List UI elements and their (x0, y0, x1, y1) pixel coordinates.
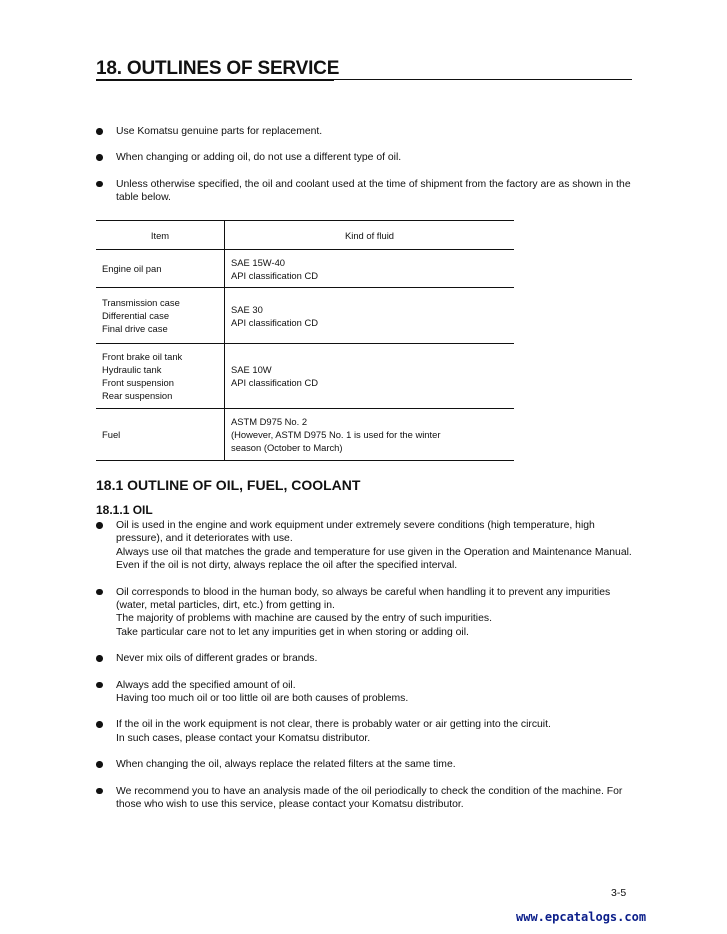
bullet-dot-icon (96, 522, 103, 529)
bullet-item (96, 519, 636, 573)
table-cell-kind: SAE 15W-40 API classification CD (225, 250, 515, 288)
bullet-text: When changing or adding oil, do not use a different type of oil. (116, 152, 402, 164)
bullet-item (96, 586, 636, 640)
bullet-text: When changing the oil, always replace the related filters at the same time. (116, 759, 456, 771)
bullet-dot-icon (96, 154, 103, 161)
bullet-text: We recommend you to have an analysis made of the oil periodically to check the condition of the machine. For those who wish to use this service, please contact your Komatsu distributor. (116, 785, 623, 811)
bullet-text: Oil corresponds to blood in the human body, so always be careful when handling it to prevent any impurities (water, metal particles, dirt, etc.) from getting in. (116, 586, 611, 612)
oil-bullet-list (96, 519, 636, 812)
header-item: Item (96, 221, 225, 250)
bullet-text: Take particular care not to let any impurities get in when storing or adding oil. (116, 626, 469, 638)
subsection-title: 18.1.1 OIL (96, 503, 153, 517)
bullet-item (96, 652, 636, 665)
bullet-dot-icon (96, 589, 103, 596)
table-cell-item: Engine oil pan (96, 250, 225, 288)
bullet-dot-icon (96, 181, 103, 188)
bullet-text: Use Komatsu genuine parts for replacement. (116, 126, 323, 137)
table-cell-item: Fuel (96, 409, 225, 461)
bullet-dot-icon (96, 655, 103, 662)
bullet-item (96, 178, 636, 205)
table-row (96, 409, 514, 461)
page-number: 3-5 (611, 887, 627, 899)
bullet-dot-icon (96, 721, 103, 728)
section-title: 18.1 OUTLINE OF OIL, FUEL, COOLANT (96, 477, 361, 493)
bullet-text: Having too much oil or too little oil are both causes of problems. (116, 693, 409, 705)
bullet-item (96, 679, 636, 706)
table-header-row (96, 221, 514, 250)
bullet-text: Always add the specified amount of oil. (116, 679, 296, 691)
fluid-table (96, 220, 514, 461)
watermark-url: www.epcatalogs.com (516, 910, 647, 924)
bullet-dot-icon (96, 761, 103, 768)
table-cell-kind: SAE 30 API classification CD (225, 288, 515, 344)
bullet-text: Oil is used in the engine and work equipment under extremely severe conditions (high temperature, high pressure), and it deteriorates with use. (116, 520, 595, 545)
bullet-item (96, 785, 636, 812)
bullet-item (96, 758, 636, 771)
bullet-text: Always use oil that matches the grade and temperature for use given in the Operation and Maintenance Manual. Even if the oil is not dirty, always replace the oil after the specified interval. (116, 546, 632, 572)
page-heading (96, 59, 632, 80)
table-cell-item: Front brake oil tank Hydraulic tank Front suspension Rear suspension (96, 344, 225, 409)
bullet-item (96, 125, 636, 138)
bullet-text: If the oil in the work equipment is not clear, there is probably water or air getting into the circuit. (116, 719, 551, 731)
bullet-text: Never mix oils of different grades or brands. (116, 653, 318, 665)
bullet-dot-icon (96, 788, 103, 795)
table-row (96, 250, 514, 288)
table-cell-kind: SAE 10W API classification CD (225, 344, 515, 409)
intro-bullet-list (96, 125, 636, 205)
header-kind-of-fluid: Kind of fluid (225, 221, 515, 250)
bullet-text: In such cases, please contact your Komatsu distributor. (116, 732, 371, 744)
table-row (96, 344, 514, 409)
bullet-text: Unless otherwise specified, the oil and coolant used at the time of shipment from the factory are as shown in the table below. (116, 178, 631, 204)
bullet-text: The majority of problems with machine are caused by the entry of such impurities. (116, 613, 492, 625)
table-cell-kind: ASTM D975 No. 2 (However, ASTM D975 No. 1 is used for the winter season (October to March) (231, 416, 441, 453)
table-cell-item: Transmission case Differential case Final drive case (96, 288, 225, 344)
bullet-dot-icon (96, 682, 103, 689)
bullet-dot-icon (96, 128, 103, 135)
bullet-item (96, 151, 636, 164)
page-title: 18. OUTLINES OF SERVICE (96, 58, 340, 79)
title-underline (96, 79, 334, 81)
table-row (96, 288, 514, 344)
bullet-item (96, 718, 636, 745)
